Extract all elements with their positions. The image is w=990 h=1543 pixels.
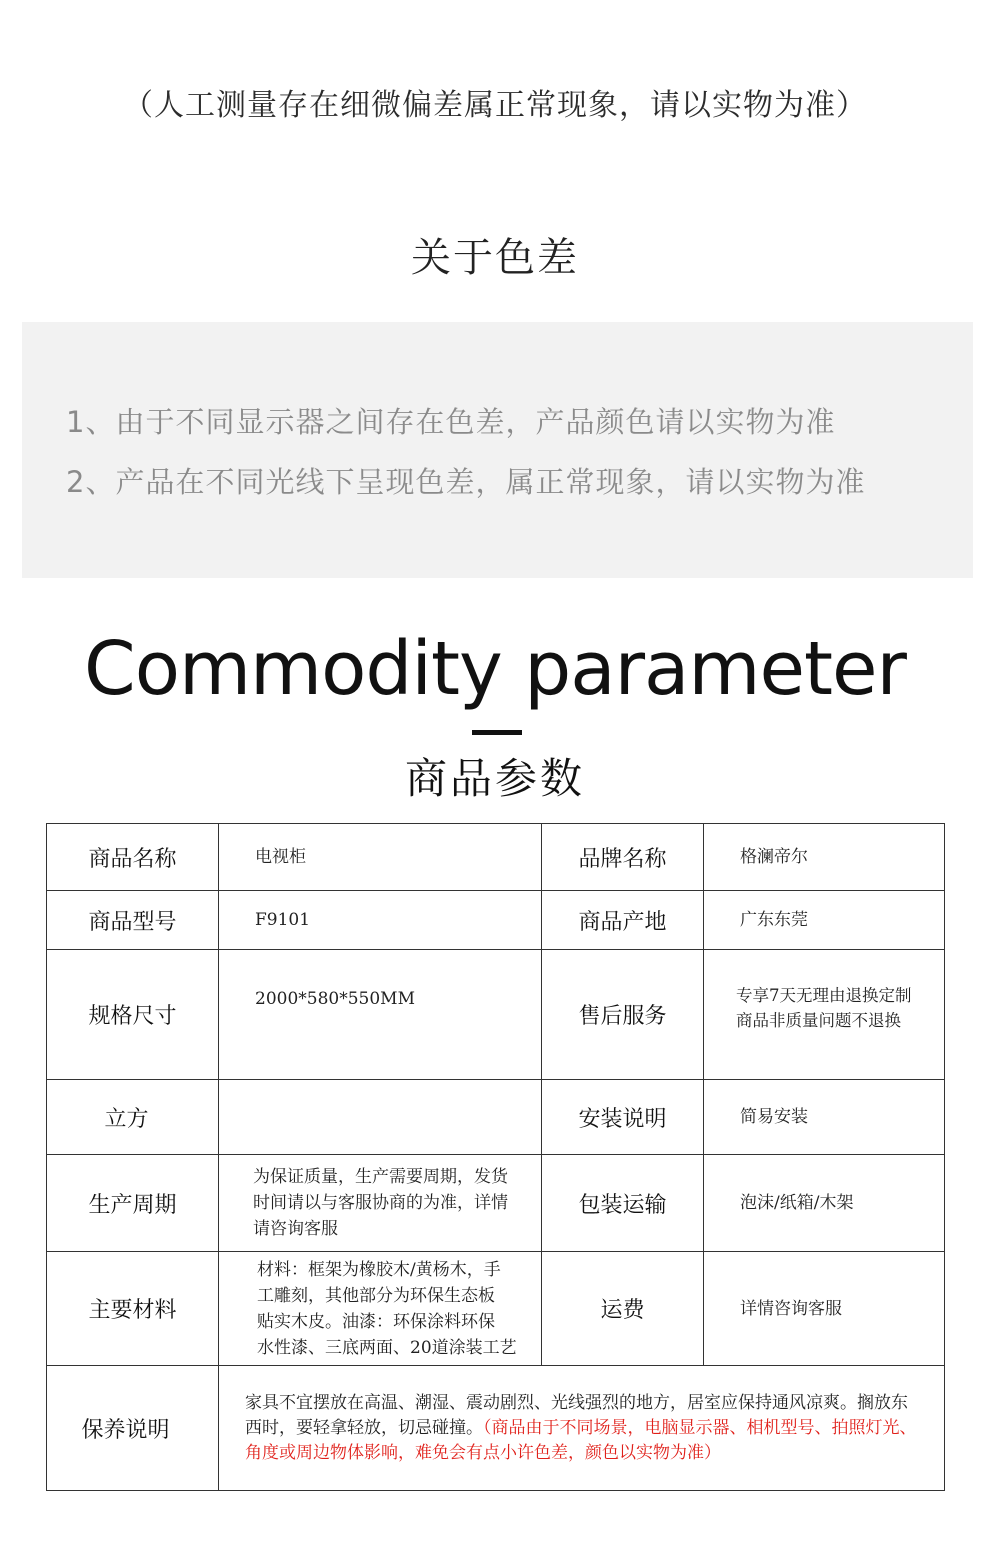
color-difference-title: 关于色差 (411, 235, 579, 281)
size-label: 规格尺寸 (47, 950, 219, 1080)
care-warning: （商品由于不同场景，电脑显示器、相机型号、拍照灯光、角度或周边物体影响，难免会有点小许色差，颜色以实物为准） (245, 1417, 917, 1463)
material-line-1: 材料：框架为橡胶木/黄杨木，手 (257, 1259, 501, 1280)
color-note-2: 2、产品在不同光线下呈现色差，属正常现象，请以实物为准 (66, 465, 866, 499)
service-line-1: 专享7天无理由退换定制 (736, 985, 912, 1005)
table-row (47, 1080, 945, 1155)
service-label: 售后服务 (542, 950, 704, 1080)
table-row (47, 950, 945, 1080)
origin-value: 广东东莞 (704, 891, 945, 950)
color-note-1: 1、由于不同显示器之间存在色差，产品颜色请以实物为准 (66, 405, 836, 439)
size-value: 2000*580*550MM (219, 950, 542, 1080)
service-value (704, 950, 945, 1080)
material-line-4: 水性漆、三底两面、20道涂装工艺 (257, 1337, 517, 1358)
freight-label: 运费 (542, 1252, 704, 1366)
cycle-line-1: 为保证质量，生产需要周期，发货 (253, 1167, 508, 1187)
cycle-value (219, 1155, 542, 1252)
material-label: 主要材料 (47, 1252, 219, 1366)
service-line-2: 商品非质量问题不退换 (736, 1010, 901, 1030)
install-label: 安装说明 (542, 1080, 704, 1155)
params-table (46, 823, 945, 1491)
table-row (47, 1155, 945, 1252)
volume-value (219, 1080, 542, 1155)
cycle-label: 生产周期 (47, 1155, 219, 1252)
name-value: 电视柜 (219, 824, 542, 891)
table-row (47, 1252, 945, 1366)
package-label: 包装运输 (542, 1155, 704, 1252)
care-value (219, 1366, 945, 1491)
model-label: 商品型号 (47, 891, 219, 950)
name-label: 商品名称 (47, 824, 219, 891)
package-value: 泡沫/纸箱/木架 (704, 1155, 945, 1252)
model-value: F9101 (219, 891, 542, 950)
care-label: 保养说明 (47, 1366, 219, 1491)
origin-label: 商品产地 (542, 891, 704, 950)
params-title-en: Commodity parameter (84, 626, 906, 712)
material-value (219, 1252, 542, 1366)
measurement-note: （人工测量存在细微偏差属正常现象，请以实物为准） (123, 88, 867, 123)
table-row (47, 1366, 945, 1491)
volume-label: 立方 (47, 1080, 219, 1155)
install-value: 简易安装 (704, 1080, 945, 1155)
freight-value: 详情咨询客服 (704, 1252, 945, 1366)
material-line-2: 工雕刻，其他部分为环保生态板 (257, 1285, 495, 1306)
table-row (47, 891, 945, 950)
cycle-line-2: 时间请以与客服协商的为准，详情 (253, 1193, 508, 1213)
brand-label: 品牌名称 (542, 824, 704, 891)
brand-value: 格澜帝尔 (704, 824, 945, 891)
cycle-line-3: 请咨询客服 (253, 1219, 338, 1239)
table-row (47, 824, 945, 891)
care-text: 家具不宜摆放在高温、潮湿、震动剧烈、光线强烈的地方，居室应保持通风凉爽。搁放东西时，要轻拿轻放，切忌碰撞。 (245, 1392, 908, 1438)
material-line-3: 贴实木皮。油漆：环保涂料环保 (257, 1311, 495, 1332)
color-difference-panel (22, 322, 973, 578)
params-title-cn: 商品参数 (404, 754, 585, 803)
title-divider (472, 730, 522, 735)
